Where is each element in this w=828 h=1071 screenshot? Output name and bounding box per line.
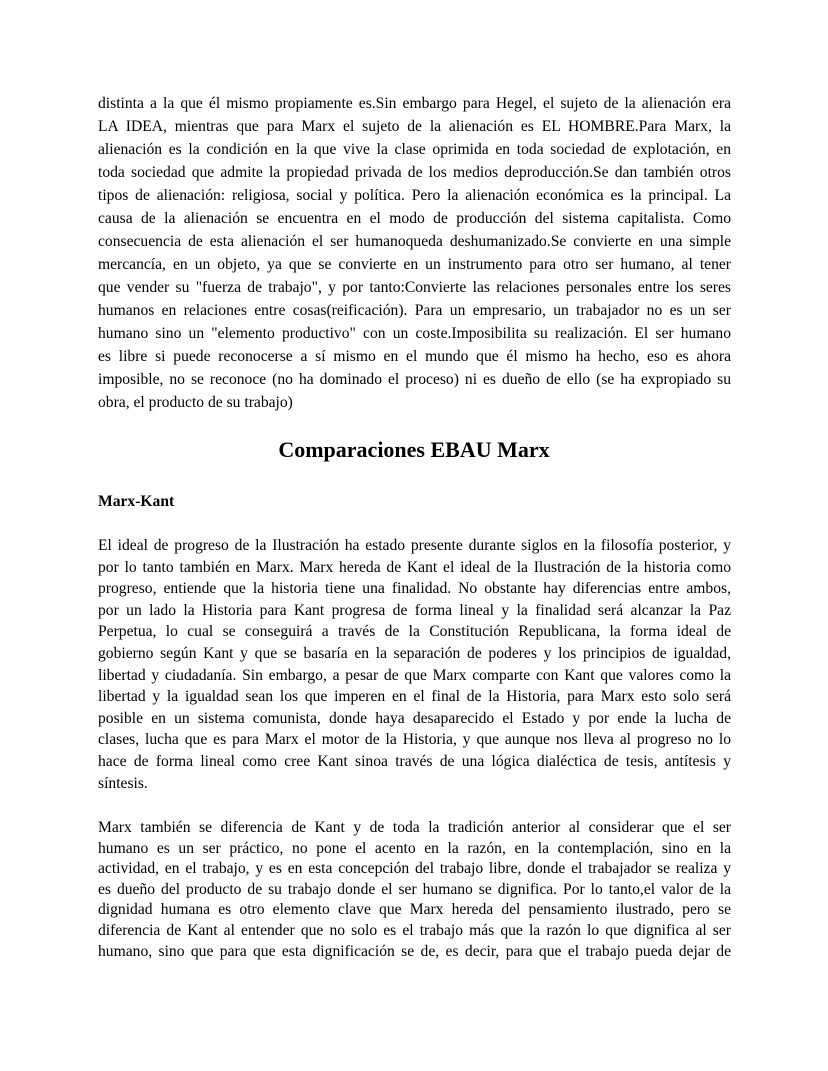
text-line: humano sino un "elemento productivo" con un coste.Imposibilita su realización. El ser humano: [98, 325, 731, 342]
text-line: obra, el producto de su trabajo): [98, 394, 293, 411]
text-line: mercancía, en un objeto, ya que se convierte en un instrumento para otro ser humano, al tener: [98, 256, 731, 273]
section-heading: Comparaciones EBAU Marx: [278, 437, 550, 462]
text-line: humanos en relaciones entre cosas(reificación). Para un empresario, un trabajador no es un ser: [98, 302, 731, 319]
text-line: clases, lucha que es para Marx el motor de la Historia, y que aunque nos lleva al progreso no lo: [98, 731, 731, 749]
text-line: alienación es la condición en la que vive la clase oprimida en toda sociedad de explotación, en: [98, 141, 731, 158]
text-line: actividad, en el trabajo, y es en esta concepción del trabajo libre, donde el trabajador se realiza y: [98, 860, 731, 878]
text-line: causa de la alienación se encuentra en el modo de producción del sistema capitalista. Como: [98, 210, 731, 227]
text-line: es libre si puede reconocerse a sí mismo en el mundo que él mismo ha hecho, eso es ahora: [98, 348, 731, 365]
paragraph-dignity: [98, 818, 731, 962]
text-line: distinta a la que él mismo propiamente es.Sin embargo para Hegel, el sujeto de la alienación era: [98, 95, 731, 112]
text-line: tipos de alienación: religiosa, social y política. Pero la alienación económica es la principal. La: [98, 187, 731, 204]
text-line: toda sociedad que admite la propiedad privada de los medios deproducción.Se dan también otros: [98, 164, 731, 181]
text-line: dignidad humana es otro elemento clave que Marx hereda del pensamiento ilustrado, pero se: [98, 901, 731, 919]
text-line: humano es un ser práctico, no pone el acento en la razón, en la contemplación, sino en la: [98, 839, 731, 857]
text-line: síntesis.: [98, 774, 148, 792]
text-line: por lo tanto también en Marx. Marx hereda de Kant el ideal de la Ilustración de la historia como: [98, 558, 731, 576]
paragraph-progress: [98, 535, 731, 794]
text-line: Marx también se diferencia de Kant y de toda la tradición anterior al considerar que el ser: [98, 819, 731, 836]
text-line: diferencia de Kant al entender que no solo es el trabajo más que la razón lo que dignifica al ser: [98, 921, 731, 939]
text-line: Perpetua, lo cual se conseguirá a través de la Constitución Republicana, la forma ideal de: [98, 623, 731, 641]
paragraph-alienation: [98, 92, 731, 414]
text-line: hace de forma lineal como cree Kant sinoa través de una lógica dialéctica de tesis, antítesis y: [98, 752, 731, 770]
text-line: El ideal de progreso de la Ilustración ha estado presente durante siglos en la filosofía posterior, y: [98, 537, 731, 554]
text-line: libertad y la igualdad sean los que imperen en el final de la Historia, para Marx esto solo será: [98, 688, 731, 706]
text-line: libertad y ciudadanía. Sin embargo, a pesar de que Marx comparte con Kant que valores como la: [98, 666, 731, 684]
text-line: gobierno según Kant y que se basaría en la separación de poderes y los principios de igualdad,: [98, 644, 731, 662]
text-line: posible en un sistema comunista, donde haya desaparecido el Estado y por ende la lucha de: [98, 709, 731, 727]
text-line: humano, sino que para que esta dignificación se de, es decir, para que el trabajo pueda dejar de: [98, 942, 731, 960]
text-line: consecuencia de esta alienación el ser humanoqueda deshumanizado.Se convierte en una simple: [98, 233, 731, 250]
subsection-heading: Marx-Kant: [98, 493, 175, 510]
text-line: progreso, entiende que la historia tiene una finalidad. No obstante hay diferencias entre ambos,: [98, 580, 731, 598]
text-line: LA IDEA, mientras que para Marx el sujeto de la alienación es EL HOMBRE.Para Marx, la: [98, 118, 731, 135]
text-line: que vender su "fuerza de trabajo", y por tanto:Convierte las relaciones personales entre los seres: [98, 279, 731, 296]
text-line: por un lado la Historia para Kant progresa de forma lineal y la finalidad será alcanzar la Paz: [98, 601, 731, 619]
text-line: es dueño del producto de su trabajo donde el ser humano se dignifica. Por lo tanto,el valor de la: [98, 880, 731, 898]
text-line: imposible, no se reconoce (no ha dominado el proceso) ni es dueño de ello (se ha expropiado su: [98, 371, 731, 388]
